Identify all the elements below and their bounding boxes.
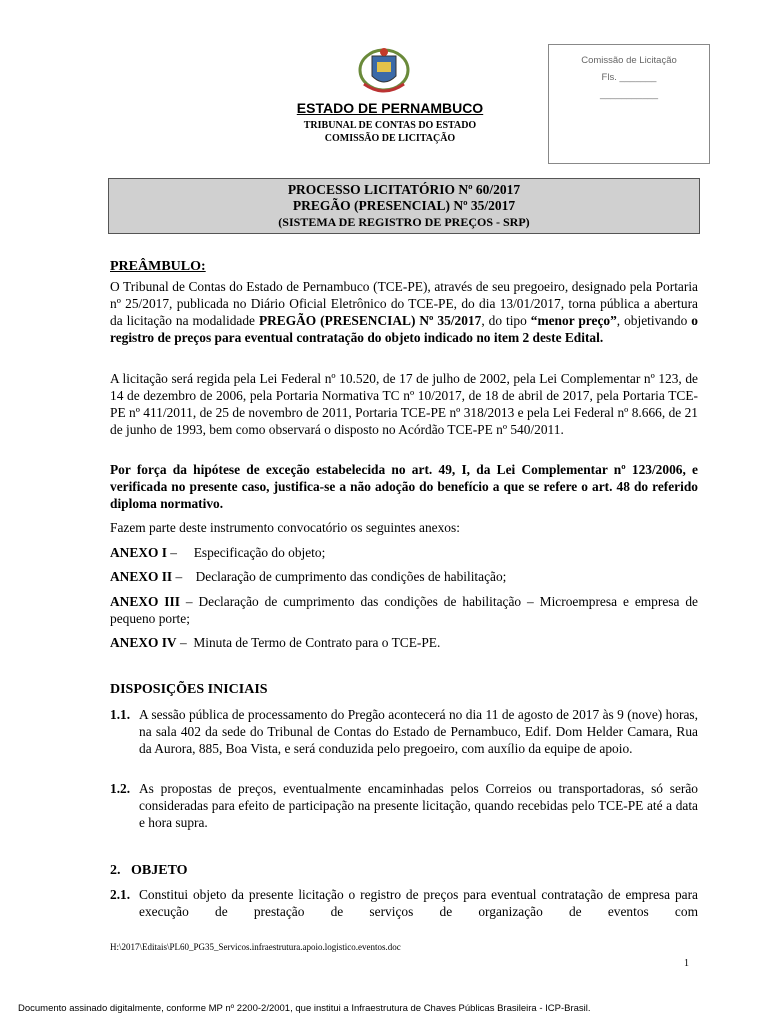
stamp-line: ___________ — [599, 89, 659, 100]
commission-name: COMISSÃO DE LICITAÇÃO — [324, 133, 456, 144]
section-heading-objeto: 2. OBJETO — [110, 863, 188, 878]
list-item: 2.1. Constitui objeto da presente licitação o registro de preços para eventual contratação de empresa para execução de prestação de serviços de organização de eventos com — [110, 887, 698, 919]
preamble-paragraph-1: O Tribunal de Contas do Estado de Pernambuco (TCE-PE), através de seu pregoeiro, designado pela Portaria nº 25/2017, publicada no Diário Oficial Eletrônico do TCE-PE, do dia 13/01/2017, torna pública a abertura da licitação na modalidade PREGÃO (PRESENCIAL) Nº 35/2017, do tipo “menor preço”, objetivando o registro de preços para eventual contratação do objeto indicado no item 2 deste Edital. — [110, 279, 698, 345]
preamble-paragraph-4: Fazem parte deste instrumento convocatório os seguintes anexos: — [110, 520, 460, 535]
anexo-item: ANEXO II – Declaração de cumprimento das condições de habilitação; — [110, 569, 507, 584]
process-line-3: (SISTEMA DE REGISTRO DE PREÇOS - SRP) — [278, 215, 530, 229]
state-title: ESTADO DE PERNAMBUCO — [296, 100, 484, 116]
process-title-box — [108, 178, 700, 234]
page-number: 1 — [684, 958, 689, 969]
anexo-item: ANEXO III – Declaração de cumprimento das condições de habilitação – Microempresa e empresa de pequeno porte; — [110, 594, 698, 626]
process-line-2: PREGÃO (PRESENCIAL) Nº 35/2017 — [292, 198, 516, 213]
list-item: 1.1. A sessão pública de processamento do Pregão acontecerá no dia 11 de agosto de 2017 às 9 (nove) horas, na sala 402 da sede do Tribunal de Contas do Estado de Pernambuco, Edif. Dom Helder Camara, Rua da Aurora, 885, Boa Vista, e será conduzida pelo pregoeiro, com auxílio da equipe de apoio. — [110, 707, 698, 756]
stamp-fls: Fls. _______ — [601, 72, 657, 83]
stamp-title: Comissão de Licitação — [581, 55, 677, 66]
anexo-item: ANEXO IV – Minuta de Termo de Contrato para o TCE-PE. — [110, 635, 441, 650]
preamble-heading: PREÂMBULO: — [110, 259, 206, 274]
preamble-paragraph-3: Por força da hipótese de exceção estabelecida no art. 49, I, da Lei Complementar nº 123/2006, e verificada no presente caso, justifica-se a não adoção do benefício a que se refere o art. 48 do referido diploma normativo. — [110, 462, 698, 511]
anexo-item: ANEXO I – Especificação do objeto; — [110, 545, 326, 560]
preamble-paragraph-2: A licitação será regida pela Lei Federal nº 10.520, de 17 de julho de 2002, pela Lei Complementar nº 123, de 14 de dezembro de 2006, pela Portaria Normativa TC nº 10/2017, de 18 de abril de 2017, pela Portaria TCE-PE nº 411/2011, de 25 de novembro de 2011, Portaria TCE-PE nº 318/2013 e pela Lei Federal nº 8.666, de 21 de junho de 1993, bem como observará o disposto no Acórdão TCE-PE nº 540/2011. — [110, 371, 698, 437]
section-heading-disposicoes: DISPOSIÇÕES INICIAIS — [110, 682, 268, 697]
file-path: H:\2017\Editais\PL60_PG35_Servicos.infraestrutura.apoio.logistico.eventos.doc — [110, 942, 401, 952]
commission-stamp-box — [548, 44, 710, 164]
coat-of-arms-icon — [358, 44, 410, 100]
tribunal-name: TRIBUNAL DE CONTAS DO ESTADO — [303, 120, 477, 131]
process-line-1: PROCESSO LICITATÓRIO Nº 60/2017 — [287, 182, 521, 197]
list-item: 1.2. As propostas de preços, eventualmente encaminhadas pelos Correios ou transportadoras, só serão consideradas para efeito de participação na presente licitação, quando recebidas pelo TCE-PE até a data e hora supra. — [110, 781, 698, 830]
signature-disclaimer: Documento assinado digitalmente, conforme MP nº 2200-2/2001, que institui a Infraestrutura de Chaves Públicas Brasileira - ICP-Brasil. — [18, 1003, 591, 1014]
